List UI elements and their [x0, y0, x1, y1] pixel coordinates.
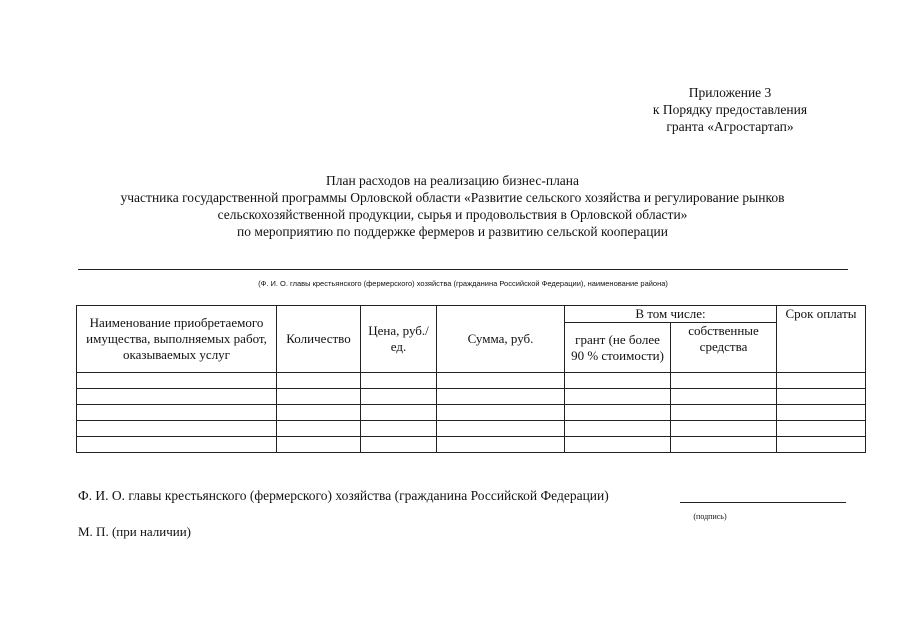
header-payment-term: Срок оплаты: [777, 306, 866, 373]
table-cell[interactable]: [437, 437, 565, 453]
header-grant: грант (не более 90 % стоимости): [565, 323, 671, 373]
stamp-place-label: М. П. (при наличии): [78, 524, 192, 539]
header-own-funds: собственные средства: [671, 323, 777, 373]
table-row: [77, 421, 866, 437]
title-line-1: План расходов на реализацию бизнес-плана: [325, 173, 580, 188]
table-cell[interactable]: [277, 421, 361, 437]
fio-caption: (Ф. И. О. главы крестьянского (фермерского) хозяйства (гражданина Российской Федерации), наименование района): [258, 279, 668, 288]
table-cell[interactable]: [361, 405, 437, 421]
table-row: [77, 373, 866, 389]
fio-underline: [78, 269, 848, 270]
signature-line[interactable]: [680, 502, 846, 503]
title-line-4: по мероприятию по поддержке фермеров и развитию сельской кооперации: [237, 224, 668, 239]
table-cell[interactable]: [565, 437, 671, 453]
table-cell[interactable]: [277, 373, 361, 389]
appendix-number: Приложение 3: [688, 85, 772, 100]
header-item-name: Наименование приобретаемого имущества, выполняемых работ, оказываемых услуг: [77, 306, 277, 373]
document-title: [40, 172, 865, 240]
expense-plan-table: [76, 305, 866, 453]
table-row: [77, 389, 866, 405]
title-line-3: сельскохозяйственной продукции, сырья и продовольствия в Орловской области»: [217, 207, 688, 222]
table-cell[interactable]: [777, 421, 866, 437]
table-cell[interactable]: [437, 405, 565, 421]
table-cell[interactable]: [671, 437, 777, 453]
table-cell[interactable]: [437, 373, 565, 389]
table-cell[interactable]: [77, 405, 277, 421]
table-cell[interactable]: [277, 389, 361, 405]
header-including: В том числе:: [565, 306, 777, 323]
table-cell[interactable]: [777, 389, 866, 405]
signature-label: Ф. И. О. главы крестьянского (фермерского) хозяйства (гражданина Российской Федерации): [78, 488, 609, 503]
table-cell[interactable]: [777, 437, 866, 453]
table-cell[interactable]: [671, 421, 777, 437]
table-cell[interactable]: [361, 389, 437, 405]
appendix-reference: к Порядку предоставления: [652, 102, 808, 117]
table-cell[interactable]: [277, 405, 361, 421]
table-cell[interactable]: [671, 405, 777, 421]
table-cell[interactable]: [565, 373, 671, 389]
table-cell[interactable]: [361, 373, 437, 389]
table-cell[interactable]: [565, 421, 671, 437]
appendix-grant-name: гранта «Агростартап»: [666, 119, 794, 134]
table-cell[interactable]: [277, 437, 361, 453]
table-cell[interactable]: [361, 437, 437, 453]
table-row: [77, 437, 866, 453]
header-quantity: Количество: [277, 306, 361, 373]
table-row: [77, 405, 866, 421]
table-cell[interactable]: [77, 421, 277, 437]
table-cell[interactable]: [77, 373, 277, 389]
appendix-block: [560, 84, 900, 135]
table-cell[interactable]: [777, 373, 866, 389]
signature-caption: (подпись): [693, 512, 727, 521]
table-cell[interactable]: [565, 389, 671, 405]
table-cell[interactable]: [77, 437, 277, 453]
table-cell[interactable]: [77, 389, 277, 405]
table-cell[interactable]: [565, 405, 671, 421]
table-cell[interactable]: [777, 405, 866, 421]
header-sum: Сумма, руб.: [437, 306, 565, 373]
table-cell[interactable]: [671, 373, 777, 389]
header-price: Цена, руб./ед.: [361, 306, 437, 373]
table-cell[interactable]: [437, 389, 565, 405]
table-cell[interactable]: [361, 421, 437, 437]
title-line-2: участника государственной программы Орловской области «Развитие сельского хозяйства и регулирование рынков: [120, 190, 785, 205]
table-cell[interactable]: [671, 389, 777, 405]
table-cell[interactable]: [437, 421, 565, 437]
